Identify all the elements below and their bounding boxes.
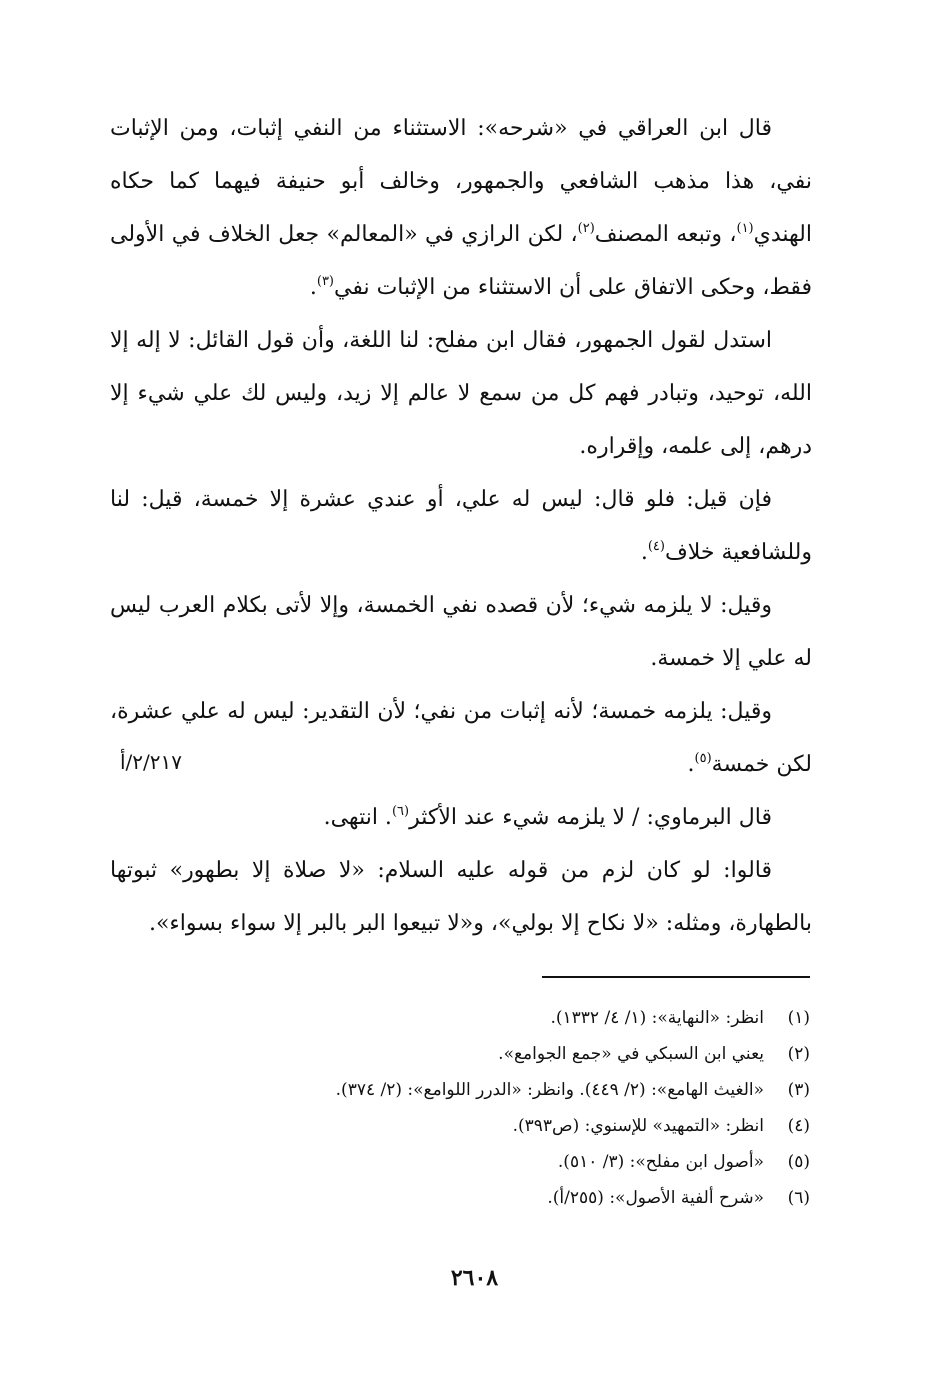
- footnote-3: [200, 1072, 810, 1108]
- footnote-number: (٤): [787, 1116, 810, 1136]
- paragraph-3: [110, 473, 812, 579]
- footnote-marker[interactable]: (٦): [391, 804, 410, 819]
- footnote-text: «الغيث الهامع»: (٢/ ٤٤٩). وانظر: «الدرر اللوامع»: (٢/ ٣٧٤).: [335, 1080, 764, 1100]
- footnote-text: انظر: «التمهيد» للإسنوي: (ص٣٩٣).: [512, 1116, 764, 1136]
- footnote-number: (٣): [787, 1080, 810, 1100]
- paragraph-text: .: [687, 752, 695, 777]
- paragraph-4: وقيل: لا يلزمه شيء؛ لأن قصده نفي الخمسة، وإلا لأتى بكلام العرب ليس له علي إلا خمسة.: [110, 593, 812, 671]
- paragraph-6: [110, 791, 812, 844]
- footnote-2: [200, 1036, 810, 1072]
- footnote-1: [200, 1000, 810, 1036]
- footnote-separator: [542, 976, 810, 978]
- footnote-text: انظر: «النهاية»: (١/ ٤/ ١٣٣٢).: [550, 1008, 764, 1028]
- paragraph-5: [110, 685, 812, 791]
- footnote-4: [200, 1108, 810, 1144]
- footnote-5: [200, 1144, 810, 1180]
- paragraph-text: . انتهى.: [323, 805, 392, 830]
- paragraph-2: استدل لقول الجمهور، فقال ابن مفلح: لنا اللغة، وأن قول القائل: لا إله إلا الله، توحيد، وتبادر فهم كل من سمع لا عالم إلا زيد، وليس لك علي شيء إلا درهم، إلى علمه، وإقراره.: [110, 328, 812, 459]
- footnote-marker[interactable]: (٣): [316, 274, 334, 289]
- paragraph-text: .: [309, 275, 317, 300]
- footnote-marker[interactable]: (١): [736, 221, 754, 236]
- paragraph-text: ، لكن الرازي في «المعالم» جعل الخلاف في الأولى فقط، وحكى الاتفاق على أن الاستثناء من الإثبات نفي: [110, 222, 812, 300]
- paragraph-text: .: [640, 540, 648, 565]
- paragraph-text: فإن قيل: فلو قال: ليس له علي، أو عندي عشرة إلا خمسة، قيل: لنا وللشافعية خلاف: [110, 487, 812, 565]
- paragraph-text: ، وتبعه المصنف: [594, 222, 737, 247]
- paragraph-text: قال البرماوي: / لا يلزمه شيء عند الأكثر: [409, 805, 772, 830]
- footnote-number: (٥): [787, 1152, 810, 1172]
- footnotes: [200, 1000, 810, 1216]
- footnote-marker[interactable]: (٥): [694, 751, 712, 766]
- footnote-marker[interactable]: (٤): [647, 539, 665, 554]
- footnote-text: يعني ابن السبكي في «جمع الجوامع».: [498, 1044, 764, 1064]
- footnote-text: «شرح ألفية الأصول»: (٢٥٥/أ).: [547, 1188, 764, 1208]
- footnote-marker[interactable]: (٢): [577, 221, 595, 236]
- footnote-number: (٢): [787, 1044, 810, 1064]
- footnote-text: «أصول ابن مفلح»: (٣/ ٥١٠).: [557, 1152, 764, 1172]
- footnote-number: (٦): [787, 1188, 810, 1208]
- paragraph-7: قالوا: لو كان لزم من قوله عليه السلام: «لا صلاة إلا بطهور» ثبوتها بالطهارة، ومثله: «لا نكاح إلا بولي»، و«لا تبيعوا البر بالبر إلا سواء بسواء».: [110, 858, 812, 936]
- paragraph-text: قال ابن العراقي في «شرحه»: الاستثناء من النفي إثبات، ومن الإثبات نفي، هذا مذهب الشافعي والجمهور، وخالف أبو حنيفة فيهما كما حكاه الهندي: [110, 116, 812, 247]
- margin-reference: ٢/٢١٧/أ: [120, 750, 183, 774]
- paragraph-text: وقيل: يلزمه خمسة؛ لأنه إثبات من نفي؛ لأن التقدير: ليس له علي عشرة، لكن خمسة: [110, 699, 812, 777]
- paragraph-1: [110, 102, 812, 314]
- footnote-6: [200, 1180, 810, 1216]
- main-text: [110, 102, 812, 950]
- page-number: ٢٦٠٨: [450, 1265, 499, 1291]
- footnote-number: (١): [787, 1008, 810, 1028]
